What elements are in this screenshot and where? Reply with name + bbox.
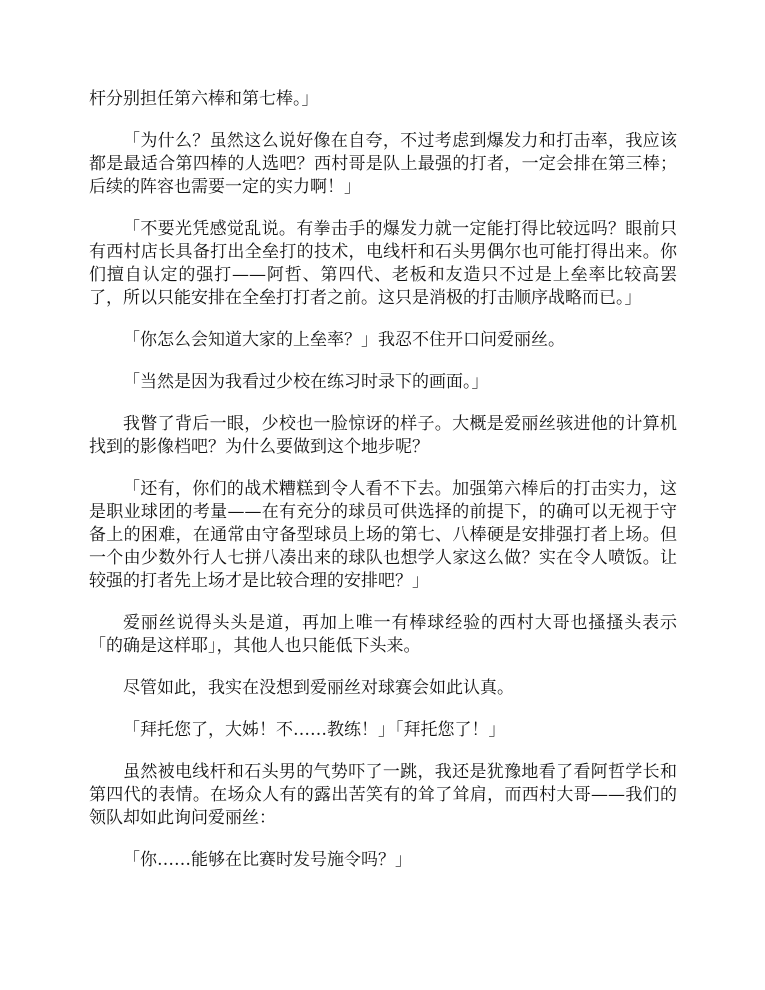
document-page bbox=[89, 88, 677, 891]
paragraph-3: 「不要光凭感觉乱说。有拳击手的爆发力就一定能打得比较远吗？眼前只有西村店长具备打出全垒打的技术，电线杆和石头男偶尔也可能打得出来。你们擅自认定的强打——阿哲、第四代、老板和友造只不过是上垒率比较高罢了，所以只能安排在全垒打打者之前。这只是消极的打击顺序战略而已。」 bbox=[89, 219, 677, 308]
paragraph-12: 「你……能够在比赛时发号施令吗？」 bbox=[123, 850, 412, 870]
paragraph-4: 「你怎么会知道大家的上垒率？」我忍不住开口问爱丽丝。 bbox=[123, 330, 565, 350]
paragraph-10: 「拜托您了，大姊！不……教练！」「拜托您了！」 bbox=[123, 720, 506, 740]
paragraph-11: 虽然被电线杆和石头男的气势吓了一跳，我还是犹豫地看了看阿哲学长和第四代的表情。在场众人有的露出苦笑有的耸了耸肩，而西村大哥——我们的领队却如此询问爱丽丝： bbox=[89, 762, 677, 828]
paragraph-5: 「当然是因为我看过少校在练习时录下的画面。」 bbox=[123, 372, 489, 392]
paragraph-7: 「还有，你们的战术糟糕到令人看不下去。加强第六棒后的打击实力，这是职业球团的考量——在有充分的球员可供选择的前提下，的确可以无视于守备上的困难，在通常由守备型球员上场的第七、八棒硬是安排强打者上场。但一个由少数外行人七拼八凑出来的球队也想学人家这么做？实在令人喷饭。让较强的打者先上场才是比较合理的安排吧？」 bbox=[89, 479, 677, 591]
paragraph-8: 爱丽丝说得头头是道，再加上唯一有棒球经验的西村大哥也搔搔头表示「的确是这样耶」，其他人也只能低下头来。 bbox=[89, 613, 677, 656]
paragraph-2: 「为什么？虽然这么说好像在自夸，不过考虑到爆发力和打击率，我应该都是最适合第四棒的人选吧？西村哥是队上最强的打者，一定会排在第三棒；后续的阵容也需要一定的实力啊！」 bbox=[89, 131, 677, 197]
paragraph-9: 尽管如此，我实在没想到爱丽丝对球赛会如此认真。 bbox=[123, 678, 514, 698]
paragraph-1: 杆分别担任第六棒和第七棒。」 bbox=[89, 89, 319, 109]
paragraph-6: 我瞥了背后一眼，少校也一脸惊讶的样子。大概是爱丽丝骇进他的计算机找到的影像档吧？为什么要做到这个地步呢？ bbox=[89, 414, 677, 457]
